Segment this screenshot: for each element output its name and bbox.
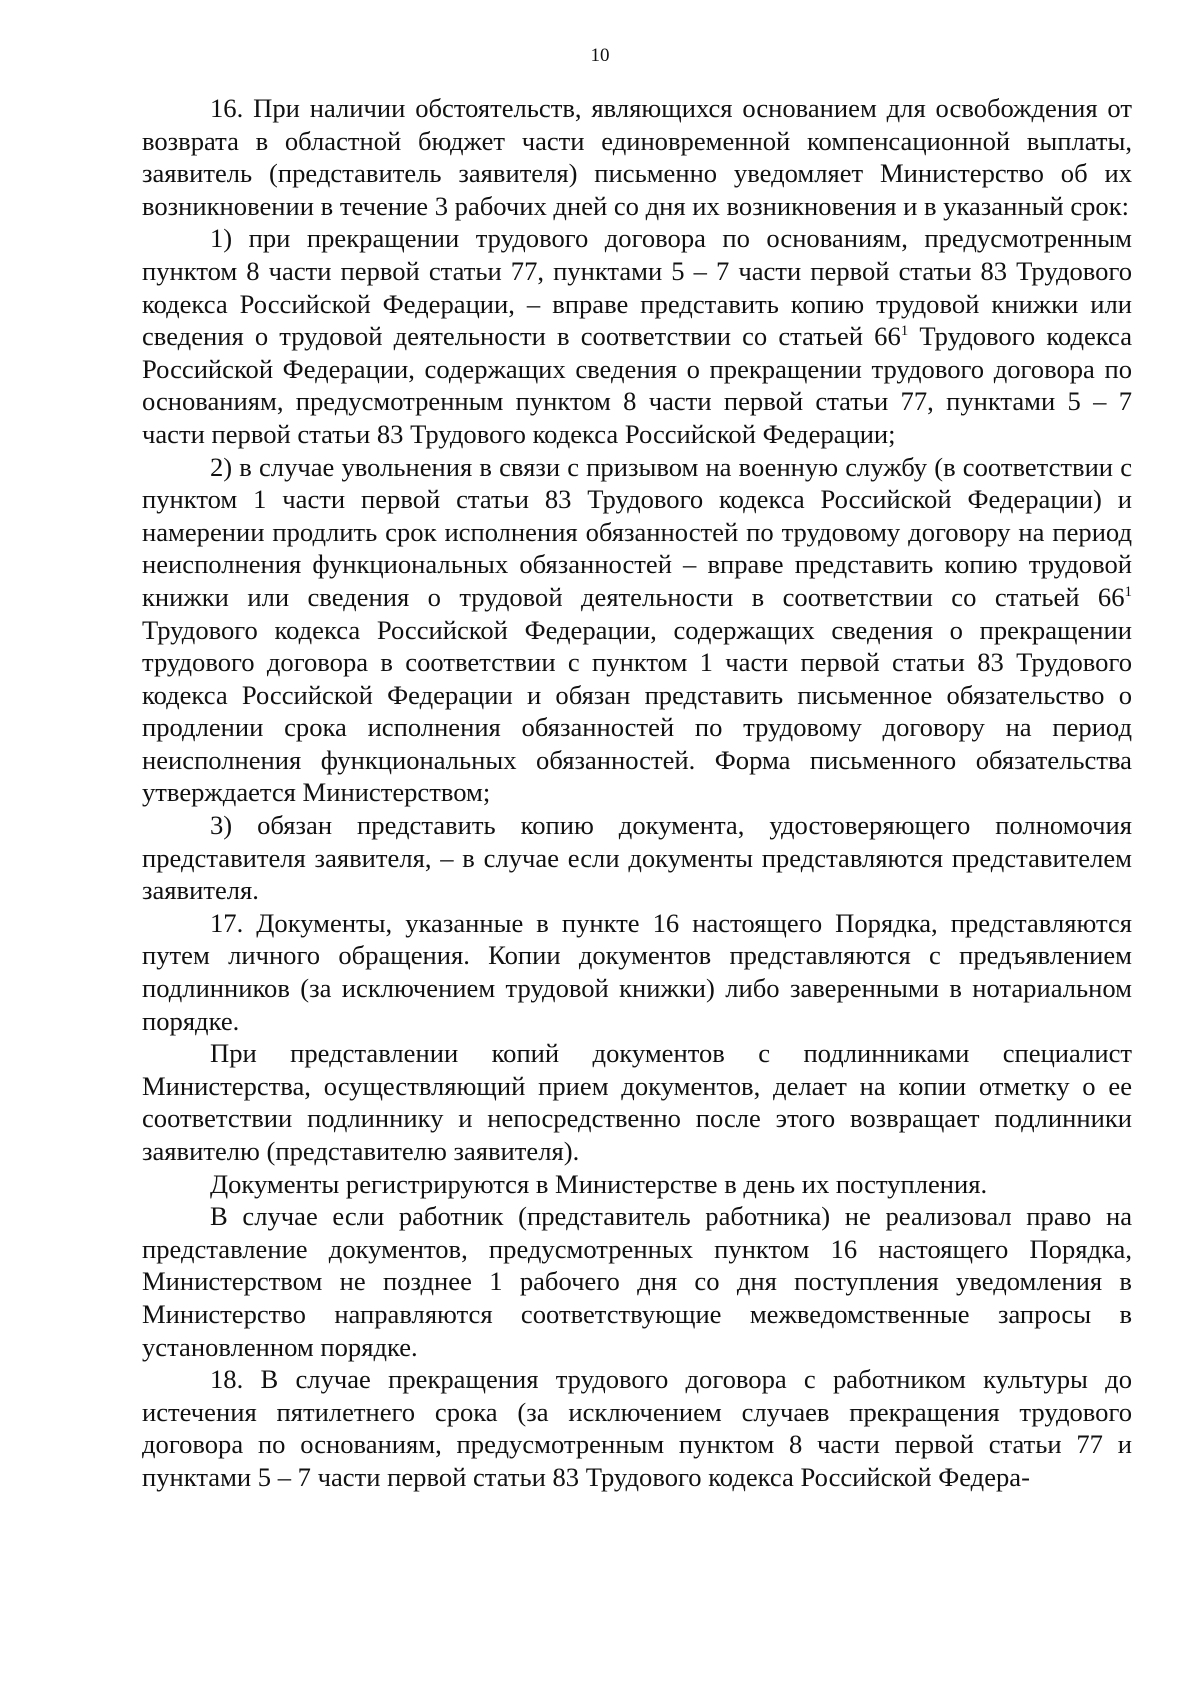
paragraph-text: 1) при прекращении трудового договора по основаниям, предусмотренным пунктом 8 части первой статьи 77, пунктами 5 – 7 части первой статьи 83 Трудового кодекса Российской Федерации, – вправе представить копию трудовой книжки или сведения о трудовой деятельности в соответствии со статьей 66 xyxy=(142,223,1132,352)
paragraph-p16-3 xyxy=(142,809,1132,907)
paragraph-text: 2) в случае увольнения в связи с призывом на военную службу (в соответствии с пунктом 1 части первой статьи 83 Трудового кодекса Российской Федерации) и намерении продлить срок исполнения обязанностей по трудовому договору на период неисполнения функциональных обязанностей – вправе представить копию трудовой книжки или сведения о трудовой деятельности в соответствии со статьей 66 xyxy=(142,451,1132,612)
paragraph-text: Трудового кодекса Российской Федерации, содержащих сведения о прекращении трудового договора в соответствии с пунктом 1 части первой статьи 83 Трудового кодекса Российской Федерации и обязан представить письменное обязательство о продлении срока исполнения обязанностей по трудовому договору на период неисполнения функциональных обязанностей. Форма письменного обязательства утверждается Министерством; xyxy=(142,614,1132,808)
paragraph-p16-2 xyxy=(142,451,1132,810)
paragraph-p17-3 xyxy=(142,1168,1132,1201)
page-number: 10 xyxy=(590,45,610,66)
paragraph-p16-1 xyxy=(142,222,1132,450)
paragraph-text: 16. При наличии обстоятельств, являющихся основанием для освобождения от возврата в областной бюджет части единовременной компенсационной выплаты, заявитель (представитель заявителя) письменно уведомляет Министерство об их возникновении в течение 3 рабочих дней со дня их возникновения и в указанный срок: xyxy=(142,93,1132,221)
paragraph-text: В случае если работник (представитель работника) не реализовал право на представление документов, предусмотренных пунктом 16 настоящего Порядка, Министерством не позднее 1 рабочего дня со дня поступления уведомления в Министерство направляются соответствующие межведомственные запросы в установленном порядке. xyxy=(142,1201,1132,1362)
paragraph-text: 17. Документы, указанные в пункте 16 настоящего Порядка, представляются путем личного обращения. Копии документов представляются с предъявлением подлинников (за исключением трудовой книжки) либо заверенными в нотариальном порядке. xyxy=(142,907,1132,1036)
paragraph-p17 xyxy=(142,907,1132,1037)
paragraph-text: Трудового кодекса Российской Федерации, содержащих сведения о прекращении трудового договора по основаниям, предусмотренным пунктом 8 части первой статьи 77, пунктами 5 – 7 части первой статьи 83 Трудового кодекса Российской Федерации; xyxy=(142,321,1132,449)
paragraph-p17-4 xyxy=(142,1200,1132,1363)
paragraph-p17-2 xyxy=(142,1037,1132,1167)
document-body xyxy=(142,92,1132,1494)
paragraph-p16 xyxy=(142,92,1132,222)
paragraph-text: 3) обязан представить копию документа, удостоверяющего полномочия представителя заявителя, – в случае если документы представляются представителем заявителя. xyxy=(142,810,1132,906)
paragraph-text: При представлении копий документов с подлинниками специалист Министерства, осуществляющий прием документов, делает на копии отметку о ее соответствии подлиннику и непосредственно после этого возвращает подлинники заявителю (представителю заявителя). xyxy=(142,1038,1132,1166)
paragraph-p18 xyxy=(142,1363,1132,1493)
paragraph-text: 18. В случае прекращения трудового договора с работником культуры до истечения пятилетнего срока (за исключением случаев прекращения трудового договора по основаниям, предусмотренным пунктом 8 части первой статьи 77 и пунктами 5 – 7 части первой статьи 83 Трудового кодекса Российской Федера- xyxy=(142,1364,1132,1492)
superscript: 1 xyxy=(900,323,909,340)
superscript: 1 xyxy=(1124,584,1132,601)
paragraph-text: Документы регистрируются в Министерстве в день их поступления. xyxy=(210,1168,988,1199)
